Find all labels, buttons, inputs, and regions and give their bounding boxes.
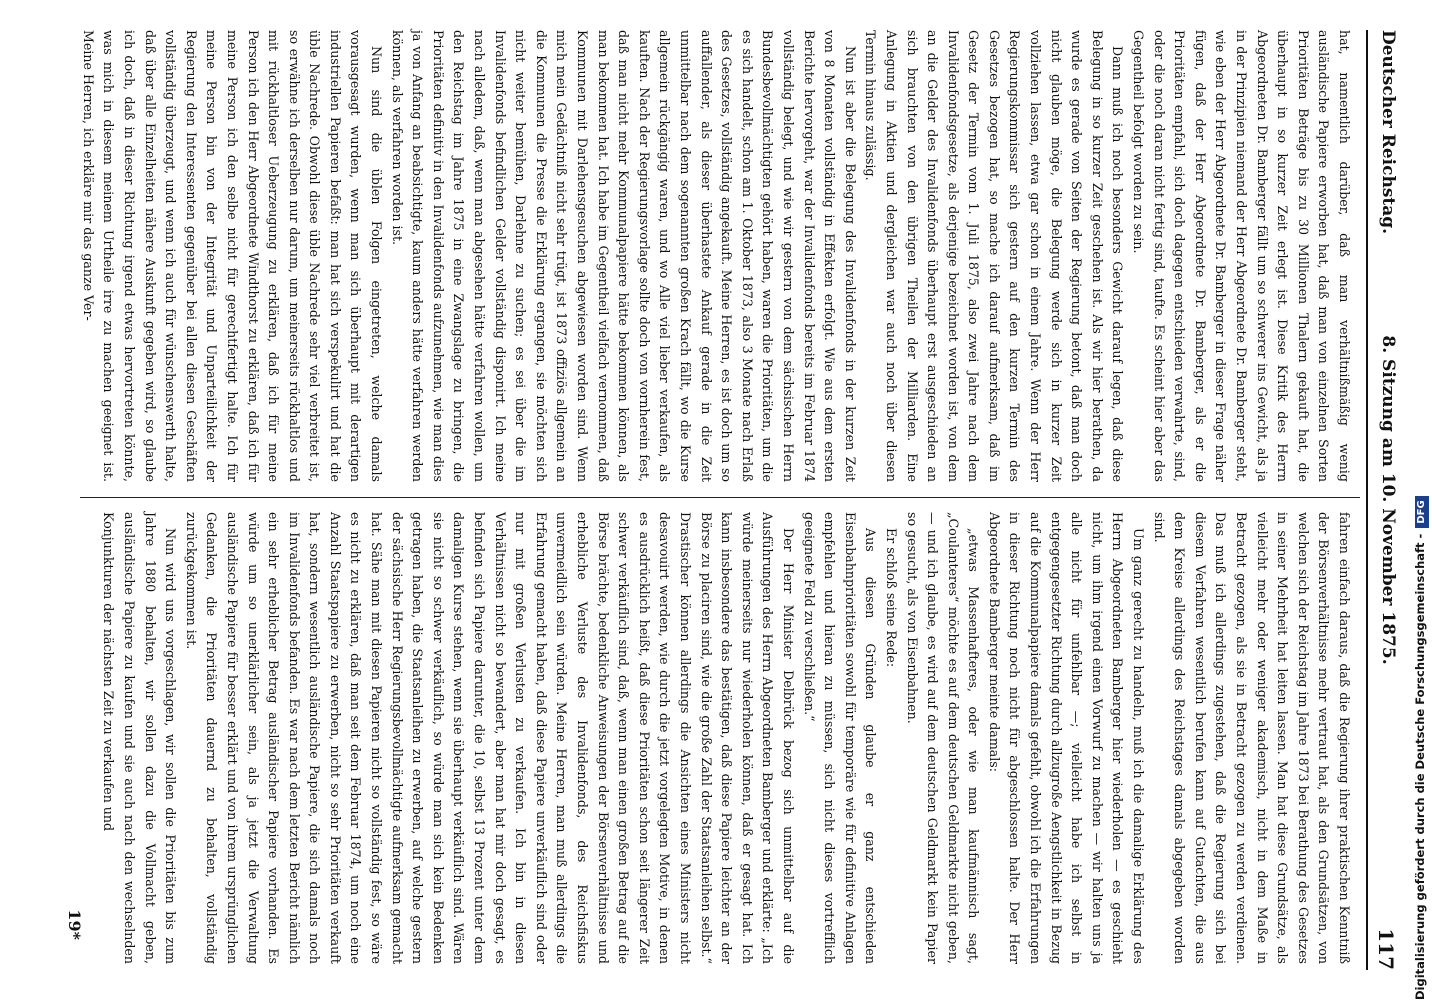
column-divider xyxy=(80,497,1360,498)
paragraph: Nun sind die üblen Folgen eingetreten, welche damals vorausgesagt wurden, wenn man sich überhaupt mit derartigen industriellen Papieren befaßt: man hat sich verspekulirt und hat die üble Nachrede. Obwohl diese üble Nachrede sehr viel verbreitet ist, so erwähne ich derselben nur darum, um meinerseits rückhaltlos und mit rückhaltloser Ueberzeugung zu erklären, daß ich für meine Person ich den Herr Abgeordnete Windthorst zu erklären, daß ich für meine Person ich den selbe nicht für gerechtfertigt halte. Ich für meine Person bin von der Integrität und Unparteilichkeit der Regierung den Interessenten gegenüber bei allen diesen Geschäften vollständig überzeugt, und wenn ich auch für wünschenswerth halte, daß über alle Einzelheiten nähere Auskunft gegeben wird, so glaube ich doch, daß in dieser Richtung irgend etwas hervortreten könnte, was mich in diesem meinem Urtheile irre zu machen geeignet ist. Meine Herren, ich erkläre mir das ganze Ver- xyxy=(80,30,385,482)
paragraph: Er schloß seine Rede: xyxy=(883,528,899,668)
text-column-left xyxy=(80,30,1354,482)
digitization-credit: Digitalisierung gefördert durch die Deutsche Forschungsgemeinschaft - xyxy=(1413,533,1427,1000)
paragraph: Um ganz gerecht zu handeln, muß ich die damalige Erklärung des Herrn Abgeordneten Bamberger hier wiederholen — es geschieht nicht, um ihm irgend einen Vorwurf zu machen — wir halten uns ja alle nicht für unfehlbar —; vielleicht habe ich selbst in entgegengesetzter Richtung durch allzugroße Aengstlichkeit in Bezug auf die Kommunalpapiere damals gefehlt, obwohl ich die Erfahrungen in dieser Richtung noch nicht für abgeschlossen halte. Der Herr Abgeordnete Bamberger meinte damals: xyxy=(986,512,1147,964)
paragraph: Der Herr Minister Delbrück bezog sich unmittelbar auf die Ausführungen des Herrn Abgeordneten Bamberger und erklärte: „Ich würde meinerseits nur wiederholen können, daß er gesagt hat. Ich kann insbesondere das bestätigen, daß diese Papiere leichter an der Börse zu placiren sind, wie die große Zahl der Staatsanleihen selbst.“ Drastischer können allerdings die Ansichten eines Ministers nicht desavouirt werden, wie durch die jetzt vorgelegten Motive, in denen es ausdrücklich heißt, daß diese Prioritäten schon seit längerer Zeit schwer verkäuflich sind, daß, wenn man einen großen Betrag auf die Börse brächte, bedenkliche Anweisungen der Börsenverhältnisse und erhebliche Verluste des Invalidenfonds, des Reichsfiskus unvermeidlich sein würden. Meine Herren, man muß allerdings die Erfahrung gemacht haben, daß diese Papiere unverkäuflich sind oder nur mit großen Verlusten zu verkaufen. Ich bin in diesen Verhältnissen nicht so bewandert, aber man hat mir doch gesagt, es befinden sich Papiere darunter, die 10, selbst 13 Prozent unter dem damaligen Kurse stehen, wenn sie überhaupt verkäuflich sind. Wären sie nicht so schwer verkäuflich, so würde man sich kein Bedenken getragen haben, die Staatsanleihen zu erwerben, auf welche gestern der sächsische Herr Regierungsbevollmächtigte aufmerksam gemacht hat. Sähe man mit diesen Papieren nicht so vollständig fest, so wäre es nicht zu erklären, daß man seit dem Februar 1874, um noch eine Anzahl Staatspapiere zu erwerben, nicht so sehr Prioritäten verkauft hat, sondern wesentlich ausländische Papiere, die sich damals noch im Invalidenfonds befanden. Es war nach dem letzten Bericht nämlich ein sehr erheblicher Betrag ausländischer Papiere vorhanden. Es würde um so unerklärlicher sein, als ja jetzt die Verwaltung ausländische Papiere für besser erklärt und von ihrem ursprünglichen Gedanken, die Prioritäten dauernd zu behalten, vollständig zurückgekommen ist. xyxy=(183,512,796,964)
text-column-right xyxy=(84,512,1354,964)
page-number: 117 xyxy=(1374,928,1398,970)
signature-mark: 19* xyxy=(65,909,84,940)
document-page xyxy=(66,20,1406,980)
paragraph: Nun ist aber die Belegung des Invalidenfonds in der kurzen Zeit von 8 Monaten vollständig in Effekten erfolgt. Wie aus dem ersten Berichte hervorgeht, war der Invalidenfonds bereits im Februar 1874 vollständig belegt, und wie wir gestern von dem sächsischen Herrn Bundesbevollmächtigten gehört haben, waren die Prioritäten, um die es sich handelt, schon am 1. Oktober 1873, also 3 Monate nach Erlaß des Gesetzes, vollständig angekauft. Meine Herren, es ist doch um so auffallender, als dieser überhastete Ankauf gerade in die Zeit unmittelbar nach dem sogenannten großen Krach fällt, wo die Kurse allgemein rückgängig waren, und wo Alle viel lieber verkaufen, als kauften. Nach der Regierungsvorlage sollte doch von vornherein fest, daß man nicht mehr Kommunalpapiere hätte bekommen können, als man bekommen hat. Ich habe im Gegentheil vielfach vernommen, daß Kommunen mit Darlehensgesuchen abgewiesen worden sind. Wenn mich mein Gedächtniß nicht sehr trügt, ist 1873 offiziös allgemein an die Kommunen die Presse die Erklärung ergangen, sie möchten sich nicht weiter bemühen, Darlehne zu suchen; es sei über die im Invalidenfonds befindlichen Gelder vollständig disponirt. Ich meine nach alledem, daß, wenn man abgesehen hätte verfahren wollen, um den Reichstag im Jahre 1875 in eine Zwangslage zu bringen, die Prioritäten definitiv in den Invalidenfonds aufzunehmen, wie man dies ja von Anfang an beabsichtigte, kaum anders hätte verfahren werden können, als verfahren worden ist. xyxy=(389,30,858,482)
digitization-stamp-text xyxy=(1409,40,1431,1000)
page-header xyxy=(1366,30,1402,970)
paragraph: Dann muß ich noch besonders Gewicht darauf legen, daß diese Belegung in so kurzer Zeit geschehen ist. Als wir hier berathen, da wurde es gerade von Seiten der Regierung betont, daß man doch nicht glauben möge, die Belegung werde sich in kurzer Zeit vollziehen lassen, etwa gar schon in einem Jahre. Wenn der Herr Regierungskommissar sich gestern auf den kurzen Termin des Gesetzes bezogen hat, so mache ich darauf aufmerksam, daß im Gesetz der Termin vom 1. Juli 1875, also zwei Jahre nach dem Invalidenfondsgesetze, als derjenige bezeichnet worden ist, von dem an die Gelder des Invalidenfonds überhaupt erst ausgeschieden an sich brauchten von den übrigen Theilen der Milliarden. Eine Anlegung in Aktien und dergleichen war auch noch über diesen Termin hinaus zulässig. xyxy=(863,30,1126,482)
paragraph: Nun wird uns vorgeschlagen, wir sollen die Prioritäten bis zum Jahre 1880 behalten, wir sollen dazu die Vollmacht geben, ausländische Papiere zu kaufen und sie auch nach den wechselnden Konjunkturen der nächsten Zeit zu verkaufen und xyxy=(101,512,179,964)
paragraph: fahren einfach daraus, daß die Regierung ihrer praktischen Kenntniß der Börsenverhältnisse mehr vertraut hat, als den Grundsätzen, von welchen sich der Reichstag im Jahre 1873 bei Berathung des Gesetzes in seiner Mehrheit hat leiten lassen. Man hat diese Grundsätze, als vielleicht mehr oder weniger akademisch, nicht in dem Maße in Betracht gezogen, als sie in Betracht gezogen zu werden verdienen. Das muß ich allerdings zugestehen, daß die Regierung sich bei diesem Verfahren wesentlich berufen kann auf Gutachten, die aus dem Kreise allerdings des Reichstages damals abgegeben worden sind. xyxy=(1151,512,1352,964)
quotation-paragraph: „etwas Massenhafteres, oder wie man kaufmännisch sagt, „Coulanteres“ möchte es auf dem deutschen Geldmarkte nicht geben, — und ich glaube, es wird auf dem deutschen Geldmarkt kein Papier so gesucht, als von Eisenbahnen. xyxy=(904,512,982,964)
dfg-logo: DFG xyxy=(1415,496,1429,527)
quotation-paragraph: Aus diesen Gründen glaube er ganz entschieden Eisenbahnprioritäten sowohl für temporäre wie für definitive Anlagen empfehlen und hieran zu müssen, sich nicht dieses vortrefflich geeignete Feld zu verschließen.“ xyxy=(801,512,879,964)
paragraph: hat, namentlich darüber, daß man verhältnißmäßig wenig ausländische Papiere erworben hat, daß man von einzelnen Sorten Prioritäten Beträge bis zu 30 Millionen Thalern gekauft hat, die überhaupt in so kurzer Zeit erlegt ist. Diese Kritik des Herrn Abgeordneten Dr. Bamberger fällt um so schwerer ins Gewicht, als ja in der Prinzipien niemand der Herr Abgeordnete Dr. Bamberger steht, wie eben der Herr Abgeordnete Dr. Bamberger in dieser Frage näher fügen, daß der Herr Abgeordnete Dr. Bamberger, als er die Prioritäten empfahl, sich doch dagegen entschieden verwahrte, sind, oder die noch daran nicht fertig sind, taufte. Es scheint hier aber das Gegentheil befolgt worden zu sein. xyxy=(1131,30,1352,482)
header-session-title: 8. Sitzung am 10. November 1875. xyxy=(1378,335,1398,665)
digitization-stamp xyxy=(1408,40,1432,1000)
header-publication-title: Deutscher Reichstag. xyxy=(1378,30,1398,235)
